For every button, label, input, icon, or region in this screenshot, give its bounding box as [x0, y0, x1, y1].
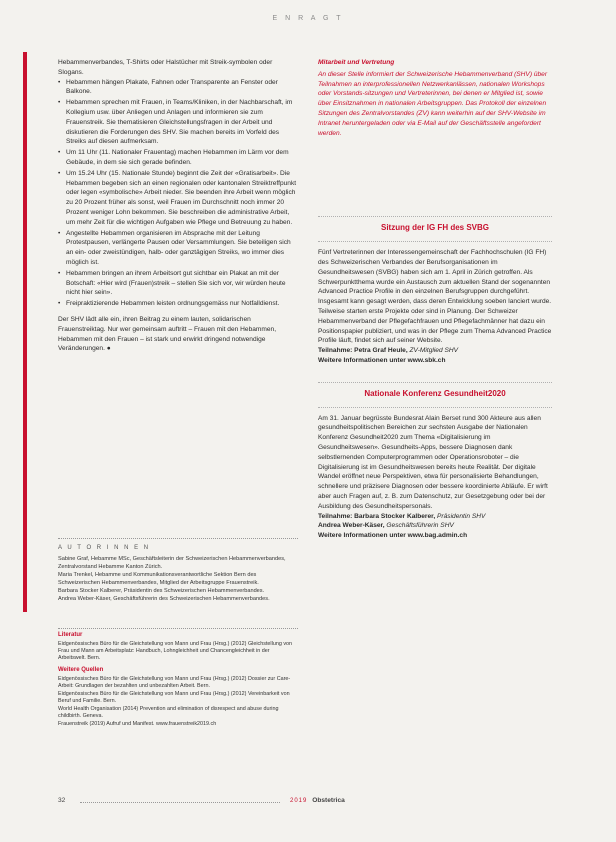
reference-item: Eidgenössisches Büro für die Gleichstellung von Mann und Frau (Hrsg.) (2012) Dossier zur Care-Arbeit: Grundlagen der bezahlten und unbezahlten Arbeit. Bern.: [58, 676, 291, 689]
participants-line: [318, 512, 552, 522]
author-line: Barbara Stocker Kalberer, Präsidentin des Schweizerischen Hebammenverbandes.: [58, 588, 265, 595]
participant-name: Barbara Stocker Kalberer,: [354, 512, 436, 520]
list-item: • Angestellte Hebammen organisieren im Absprache mit der Leitung Protestpausen, verlängerte Pausen oder Versammlungen. Sie beteiligen sich an ein- oder zweistündigen, halb- oder ganztägigen Streiks, wo immer dies möglich ist.: [58, 229, 298, 268]
red-margin-bar: [23, 52, 27, 612]
closing-paragraph: Der SHV lädt alle ein, ihren Beitrag zu einem lauten, solidarischen Frauenstreiktag. Nur wer gemeinsam auftritt – Frauen mit den Hebammen, Hebammen mit den Frauen – ist stark und erwirkt dringend notwendige Veränderungen. ●: [58, 315, 277, 353]
divider: [318, 407, 552, 408]
issue-year: 2019: [290, 798, 308, 804]
participant-name: Andrea Weber-Käser,: [318, 522, 385, 530]
list-item: • Um 15.24 Uhr (15. Nationale Stunde) beginnt die Zeit der «Gratisarbeit». Die Hebammen begeben sich an einen regionalen oder kantonalen Streiktreffpunkt oder legen «symbolische» Arbeit nieder. Sie beenden ihre Arbeit wenn möglich zu 20 Prozent früher als sonst, weil Frauen im Durchschnitt noch immer 20 Prozent weniger Lohn bekommen. Sie beschreiben die administrative Arbeit, um mehr Zeit für die wichtigen Aufgaben wie Pflege und Betreuung zu haben.: [58, 169, 298, 228]
divider: [318, 382, 552, 383]
left-column: [58, 58, 298, 354]
participant-role: ZV-Mitglied SHV: [409, 347, 459, 355]
authors-heading: A U T O R I N N E N: [58, 545, 151, 551]
divider: [318, 216, 552, 217]
list-item: • Hebammen hängen Plakate, Fahnen oder Transparente an Fenster oder Balkone.: [58, 78, 298, 98]
author-line: Sabine Graf, Hebamme MSc, Geschäftsleiterin der Schweizerischen Hebammenverbandes, Zentralvorstand Hebamme Kanton Zürich.: [58, 556, 286, 570]
participant-role: Geschäftsführerin SHV: [386, 522, 454, 530]
more-info-line: Weitere Informationen unter www.bag.admin.ch: [318, 532, 468, 540]
section-body: [318, 248, 552, 366]
more-info-line: Weitere Informationen unter www.sbk.ch: [318, 356, 446, 364]
page-number: 32: [58, 797, 66, 804]
participant-name: Petra Graf Heule,: [354, 347, 408, 355]
running-header: E N R A G T: [272, 15, 344, 22]
list-item: • Um 11 Uhr (11. Nationaler Frauentag) machen Hebammen im Lärm vor dem Gebäude, in dem sie sich gerade befinden.: [58, 148, 298, 168]
reference-item: Eidgenössisches Büro für die Gleichstellung von Mann und Frau (Hrsg.) (2012) Gleichstellung von Frau und Mann am Arbeitsplatz: Handbuch, Lohngleichheit und Chancengleichheit in der Arbeitswelt. Bern.: [58, 641, 293, 661]
literature-box: [58, 632, 298, 729]
sources-heading: Weitere Quellen: [58, 667, 104, 673]
section-paragraph: Fünf Vertreterinnen der Interessengemeinschaft der Fachhochschulen (IG FH) des Schweizerischen Verbandes der Berufsorganisationen im Gesundheitswesen (SVBG) haben sich am 1. April in Zürich getroffen. Als Schwerpunktthema wurde ein Austausch zum aktuellen Stand der sogenannten Advanced Practice Profile in den einzelnen Berufsgruppen durchgeführt. Insgesamt kann gesagt werden, dass deren Entwicklung soeben lanciert wurde. Teilweise starten erste Projekte oder sind in Planung. Der Schweizer Hebammenverband der Pflegefachfrauen und Pflegefachmänner hat dazu ein Positionspapier publiziert, und was in der Pflege zum Thema Advanced Practice Profile läuft, findet sich auf seiner Website.: [318, 249, 552, 345]
section-body: [318, 414, 552, 541]
reference-item: Eidgenössisches Büro für die Gleichstellung von Mann und Frau (Hrsg.) (2012) Vereinbarkeit von Beruf und Familie. Bern.: [58, 691, 290, 704]
section-title: Nationale Konferenz Gesundheit2020: [364, 388, 506, 398]
box-text: An dieser Stelle informiert der Schweizerische Hebammenverband (SHV) über Teilnahmen an interprofessionellen Netzwerkanlässen, nationalen Workshops oder Vorstands-sitzungen und Vertreterinnen, bei denen er Mitglied ist, sowie über Einsitznahmen in nationalen Arbeitsgruppen. Das Protokoll der einzelnen Sitzungen des Zentralvorstandes (ZV) kann weiterhin auf der SHV-Website im Intranet heruntergeladen oder via E-Mail auf der Geschäftsstelle angefordert werden.: [318, 70, 548, 137]
footer-rule: [80, 802, 280, 803]
box-title: Mitarbeit und Vertretung: [318, 59, 395, 66]
participants-line: [318, 521, 552, 531]
section-paragraph: Am 31. Januar begrüsste Bundesrat Alain Berset rund 300 Akteure aus allen gesundheitspolitischen Bereichen zur sechsten Ausgabe der Nationalen Konferenz Gesundheit2020 zum Thema «Digitalisierung im Gesundheitswesen». Gesundheits-Apps, bessere Diagnosen dank selbstlernenden Computerprogrammen oder Operationsroboter – die Digitalisierung ist im Gesundheitswesen bereits heute Realität. Der digitale Wandel eröffnet neue Perspektiven, etwa für personalisierte Behandlungen, schnellere und präzisere Diagnosen oder bessere koordinierte Abläufe. Er wirft aber auch Fragen auf, z. B. zum Datenschutz, zur Gesetzgebung oder bei der Ausbildung des Gesundheitspersonals.: [318, 414, 548, 510]
authors-block: [58, 545, 298, 605]
intro-text: Hebammenverbandes, T-Shirts oder Halstücher mit Streik-symbolen oder Slogans.: [58, 59, 273, 76]
divider: [318, 241, 552, 242]
list-item: • Hebammen sprechen mit Frauen, in Teams/Kliniken, in der Nachbarschaft, im Kollegium usw. über Anliegen und Anlagen und informieren sie zum Frauenstreik. Sie thematisieren Gleichstellungsfragen in der Arbeit und diskutieren die Forderungen des SHV. Sie machen bereits im Vorfeld des Streiks auf diesen aufmerksam.: [58, 98, 298, 147]
section-title: Sitzung der IG FH des SVBG: [380, 223, 489, 233]
reference-item: World Health Organisation (2014) Prevention and elimination of disrespect and abuse during childbirth. Geneva.: [58, 706, 279, 719]
action-list: [58, 78, 298, 309]
reference-item: Frauenstreik (2019) Aufruf und Manifest. www.frauenstreik2019.ch: [58, 721, 217, 727]
participants-label: Teilnahme:: [318, 347, 353, 355]
divider: [58, 538, 298, 539]
participants-label: Teilnahme:: [318, 512, 353, 520]
participant-role: Präsidentin SHV: [437, 512, 486, 520]
list-item: • Freipraktizierende Hebammen leisten ordnungsgemäss nur Notfalldienst.: [58, 299, 298, 309]
participants-line: [318, 346, 552, 356]
magazine-name: [290, 797, 345, 804]
magazine-title: Obstetrica: [312, 797, 345, 804]
author-line: Andrea Weber-Käser, Geschäftsführerin des Schweizerischen Hebammenverbandes.: [58, 596, 270, 603]
author-line: Maria Trenkel, Hebamme und Kommunikationsverantwortliche Sektion Bern des Schweizerischen Hebammenverbandes, Mitglied der Arbeitsgruppe Frauenstreik.: [58, 572, 259, 586]
literature-heading: Literatur: [58, 632, 83, 638]
list-item: • Hebammen bringen an ihrem Arbeitsort gut sichtbar ein Plakat an mit der Botschaft: «Hier wird (Frauen)streik – stellen Sie sich vor, wir würden heute nicht hier sein».: [58, 269, 298, 298]
divider: [58, 628, 298, 629]
right-column: [318, 58, 552, 541]
